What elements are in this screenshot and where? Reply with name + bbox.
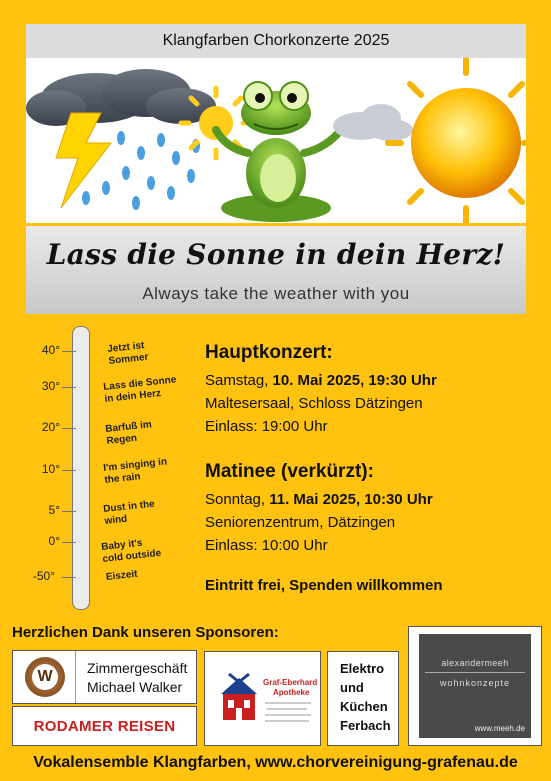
sponsor-apotheke [204,651,321,746]
event-date: 10. Mai 2025, 19:30 Uhr [272,372,437,389]
event-title: Hauptkonzert: [205,342,333,363]
temp-tick [62,387,76,388]
event-date-line [205,369,535,392]
headline-box [26,226,526,314]
temp-tick [62,542,76,543]
walker-line2: Michael Walker [87,679,183,695]
apotheke-text-line [265,720,309,722]
thermometer-note: Jetzt ist Sommer [106,340,149,367]
event-matinee [205,461,535,557]
temp-tick [62,470,76,471]
weather-frog-illustration [26,58,526,223]
walker-line1: Zimmergeschäft [87,660,188,676]
temp-label: 5° [48,503,60,517]
meeh-name: alexandermeeh [441,658,509,668]
rodamer-logo: RODAMER REISEN [33,717,176,735]
thermometer-note: Barfuß im Regen [104,419,153,447]
event-admission: Einlass: 19:00 Uhr [205,418,328,435]
walker-logo-icon [25,657,65,697]
storm-cloud-icon [26,69,216,126]
event-day: Sonntag, [205,491,270,508]
event-title: Matinee (verkürzt): [205,461,374,482]
thermometer-note: Baby it's cold outside [100,537,162,565]
event-venue: Seniorenzentrum, Dätzingen [205,514,396,531]
ferbach-line2: und [340,680,364,695]
apotheke-text-line [265,702,311,704]
meeh-logo [419,634,531,738]
divider [75,651,76,703]
thermometer [72,326,90,610]
sponsors-title: Herzlichen Dank unseren Sponsoren: [12,624,279,641]
big-sun-icon [388,58,526,223]
event-date-line [205,488,535,511]
apotheke-building-icon [219,672,259,722]
thermometer-note: Lass die Sonne in dein Herz [102,374,177,405]
free-entry-note: Eintritt frei, Spenden willkommen [205,577,443,594]
temp-tick [62,511,76,512]
event-venue: Maltesersaal, Schloss Dätzingen [205,395,423,412]
temp-label: -50° [32,569,55,583]
title-bar [26,24,526,58]
meeh-url: www.meeh.de [474,724,525,733]
event-date: 11. Mai 2025, 10:30 Uhr [269,491,433,508]
temp-tick [62,428,76,429]
meeh-sub: wohnkonzepte [439,678,511,688]
temp-label: 40° [41,343,60,357]
page-title: Klangfarben Chorkonzerte 2025 [162,32,390,49]
ferbach-text [340,659,391,735]
ferbach-line4: Ferbach [340,718,391,733]
sponsor-meeh [408,626,542,746]
temp-label: 20° [41,420,60,434]
thermometer-note: I'm singing in the rain [102,456,168,486]
event-hauptkonzert [205,342,535,438]
event-admission: Einlass: 10:00 Uhr [205,537,328,554]
footer: Vokalensemble Klangfarben, www.chorvereinigung-grafenau.de [33,754,518,771]
temp-label: 30° [41,379,60,393]
temp-tick [62,577,76,578]
headline: Lass die Sonne in dein Herz! [46,238,506,271]
divider [425,672,525,673]
temp-label: 10° [41,462,60,476]
ferbach-line1: Elektro [340,661,385,676]
apotheke-text-line [267,708,307,710]
ferbach-line3: Küchen [340,699,388,714]
walker-logo-letter: W [32,664,58,690]
event-day: Samstag, [205,372,273,389]
thermometer-note: Eiszeit [105,568,139,583]
thermometer-note: Dust in the wind [102,498,156,527]
apotheke-name2: Apotheke [273,688,310,697]
sponsor-ferbach [327,651,399,746]
sponsor-rodamer [12,706,197,746]
apotheke-text-line [265,714,311,716]
temp-label: 0° [48,534,60,548]
sponsor-walker [12,650,197,704]
temp-tick [62,351,76,352]
subline: Always take the weather with you [142,284,410,303]
apotheke-name1: Graf-Eberhard [263,678,318,687]
light-cloud-icon [333,104,413,141]
